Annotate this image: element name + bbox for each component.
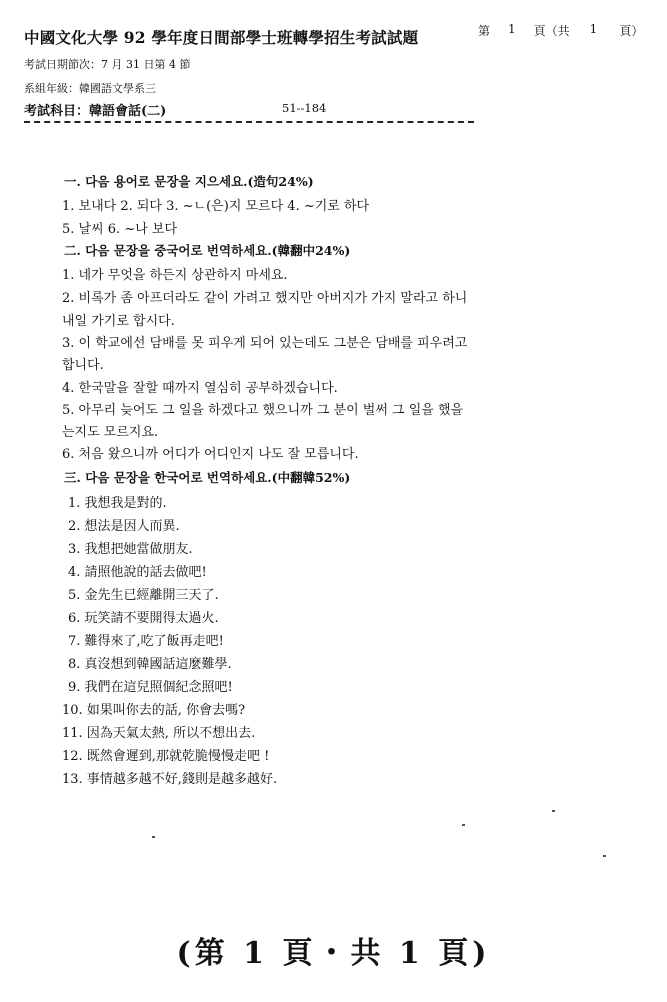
section-2-line: 내일 가기로 합시다. <box>62 314 175 329</box>
page-footer: (第 1 頁・共 1 頁) <box>176 936 491 971</box>
section-3-line: 1. 我想我是對的. <box>68 496 167 511</box>
scan-speck <box>552 810 555 812</box>
page-mid: 頁（共 <box>533 24 570 38</box>
subject-code: 51--184 <box>282 101 327 115</box>
page-prefix: 第 <box>478 24 491 38</box>
section-3-line: 5. 金先生已經離開三天了. <box>68 588 219 603</box>
section-1-line: 5. 날씨 6. ~나 보다 <box>62 222 178 237</box>
page-suffix: 頁） <box>619 24 644 38</box>
section-2-line: 1. 네가 무엇을 하든지 상관하지 마세요. <box>62 268 288 283</box>
section-3-line: 9. 我們在這兒照個紀念照吧! <box>68 680 233 695</box>
section-3-line: 11. 因為天氣太熱, 所以不想出去. <box>62 726 256 741</box>
department: 系組年級：韓國語文學系三 <box>24 82 156 95</box>
section-1-line: 1. 보내다 2. 되다 3. ~ㄴ(은)지 모르다 4. ~기로 하다 <box>62 199 370 214</box>
section-2-line: 6. 처음 왔으니까 어디가 어디인지 나도 잘 모릅니다. <box>62 447 359 462</box>
section-2-line: 는지도 모르지요. <box>62 425 159 440</box>
exam-title: 中國文化大學 92 學年度日間部學士班轉學招生考試試題 <box>24 28 419 47</box>
page-number: 1 <box>508 22 516 36</box>
section-2-line: 5. 아무리 늦어도 그 일을 하겠다고 했으니까 그 분이 벌써 그 일을 했을 <box>62 403 464 418</box>
header-divider <box>24 121 474 123</box>
section-2-line: 3. 이 학교에선 담배를 못 피우게 되어 있는데도 그분은 담배를 피우려고 <box>62 336 468 351</box>
section-3-line: 8. 真沒想到韓國話這麼難學. <box>68 657 232 672</box>
section-3-line: 13. 事情越多越不好,錢則是越多越好. <box>62 772 278 787</box>
exam-subject: 考試科目：韓語會話(二) <box>24 104 167 119</box>
exam-date: 考試日期節次：7 月 31 日第 4 節 <box>24 58 191 71</box>
scan-speck <box>603 855 606 857</box>
section-3-line: 12. 既然會遲到,那就乾脆慢慢走吧 ! <box>62 749 270 764</box>
section-2-line: 2. 비록가 좀 아프더라도 같이 가려고 했지만 아버지가 가지 말라고 하니 <box>62 291 468 306</box>
section-3-title: 三. 다음 문장을 한국어로 번역하세요.(中翻韓52%) <box>64 470 351 485</box>
section-3-line: 2. 想法是因人而異. <box>68 519 180 534</box>
section-3-line: 4. 請照他說的話去做吧! <box>68 565 207 580</box>
scan-speck <box>152 836 155 838</box>
section-2-line: 합니다. <box>62 358 104 373</box>
section-2-line: 4. 한국말을 잘할 때까지 열심히 공부하겠습니다. <box>62 381 338 396</box>
section-3-line: 7. 難得來了,吃了飯再走吧! <box>68 634 224 649</box>
scan-speck <box>462 824 465 826</box>
section-1-title: 一. 다음 용어로 문장을 지으세요.(造句24%) <box>64 174 314 189</box>
page-indicator <box>478 22 643 39</box>
section-3-line: 3. 我想把她當做朋友. <box>68 542 193 557</box>
section-3-line: 10. 如果叫你去的話, 你會去嗎? <box>62 703 246 718</box>
section-3-line: 6. 玩笑請不要開得太過火. <box>68 611 219 626</box>
section-2-title: 二. 다음 문장을 중국어로 번역하세요.(韓翻中24%) <box>64 243 351 258</box>
page-total: 1 <box>589 22 598 36</box>
